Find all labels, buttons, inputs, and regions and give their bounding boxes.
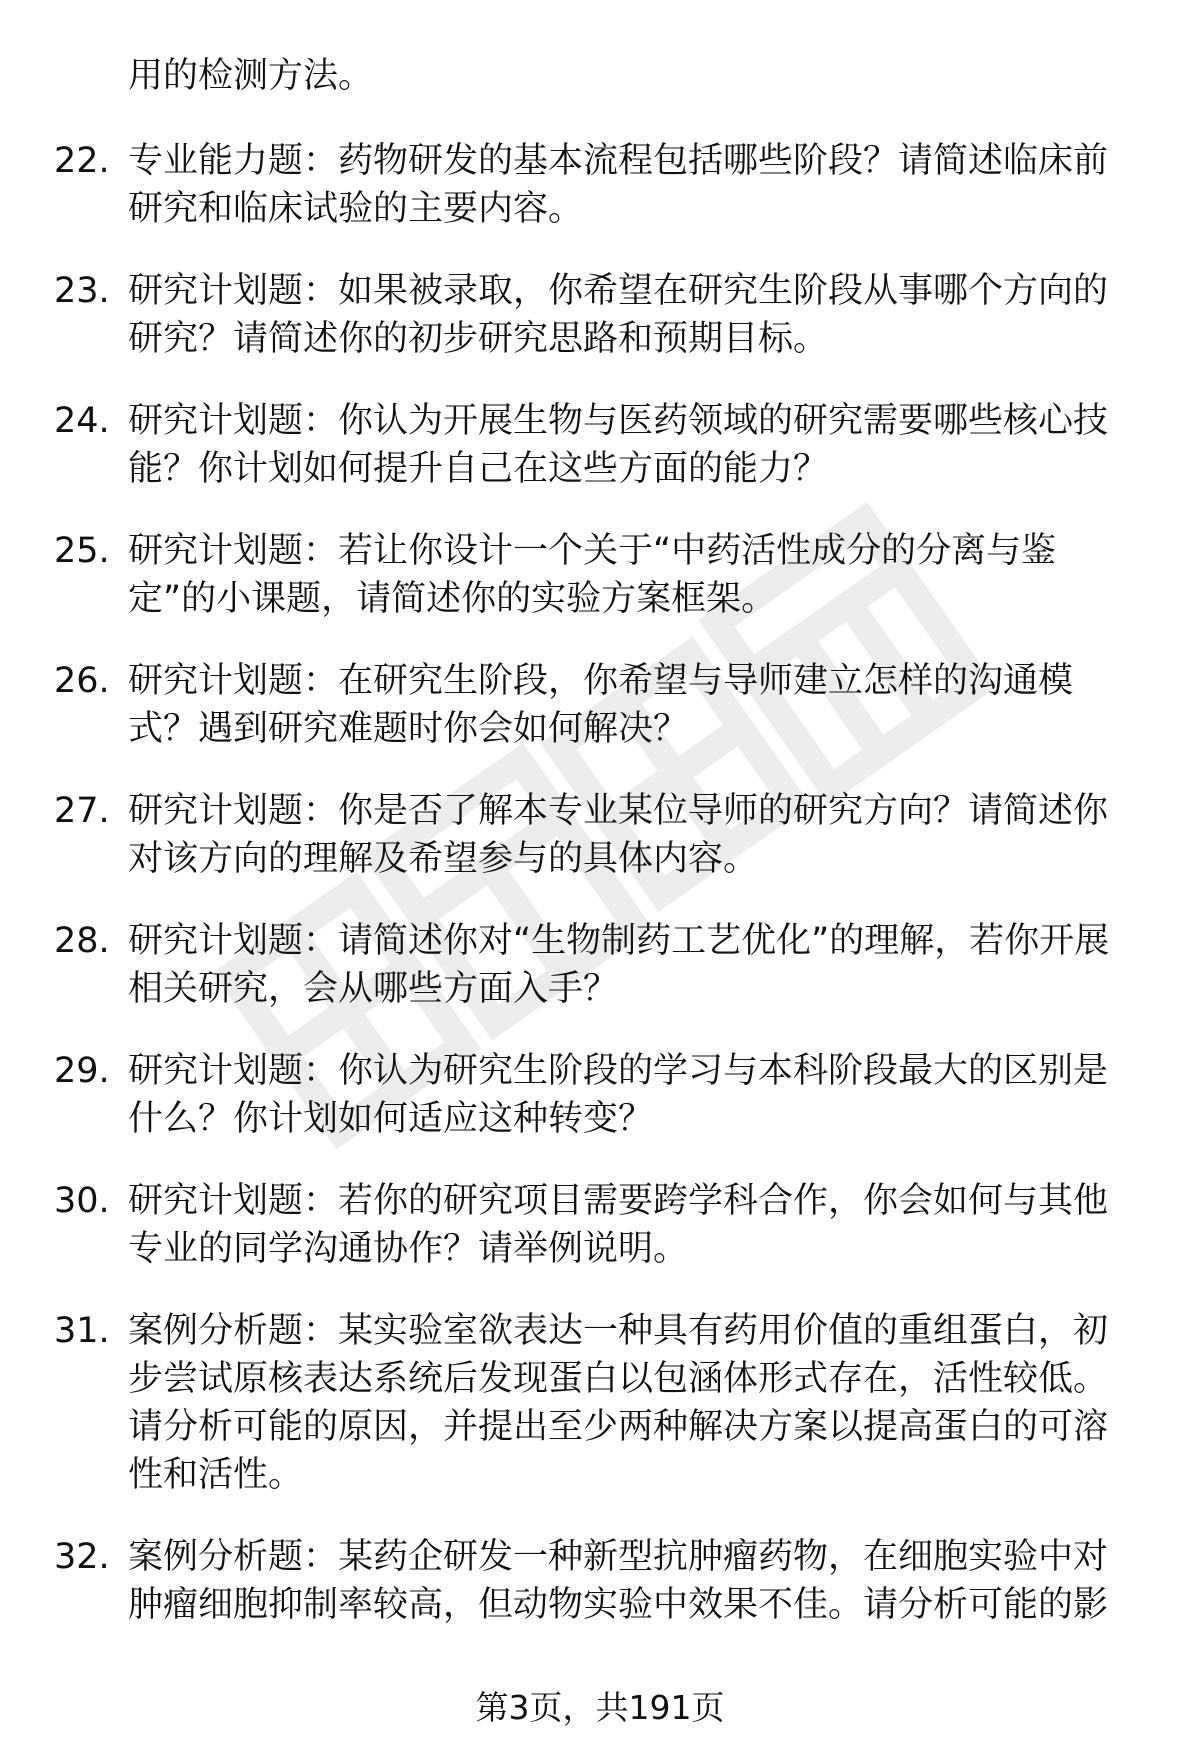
question-list: [0, 137, 1200, 1663]
question-number: 31.: [54, 1311, 110, 1351]
question-item: [0, 1307, 1140, 1499]
page-number-footer: 第3页，共191页: [475, 1688, 725, 1727]
question-text: 研究计划题：你认为开展生物与医药领域的研究需要哪些核心技能？你计划如何提升自己在这些方面的能力？: [128, 401, 1109, 489]
question-item: [0, 137, 1140, 233]
question-number: 28.: [54, 921, 110, 961]
question-text: 研究计划题：你是否了解本专业某位导师的研究方向？请简述你对该方向的理解及希望参与的具体内容。: [128, 791, 1109, 879]
question-item: [0, 917, 1140, 1013]
question-item: [0, 787, 1140, 883]
question-text: 案例分析题：某药企研发一种新型抗肿瘤药物，在细胞实验中对肿瘤细胞抑制率较高，但动物实验中效果不佳。请分析可能的影: [128, 1537, 1109, 1625]
question-number: 22.: [54, 141, 110, 181]
question-number: 30.: [54, 1181, 110, 1221]
question-item: [0, 267, 1140, 363]
question-number: 24.: [54, 401, 110, 441]
question-item: [0, 527, 1140, 623]
question-item: [0, 397, 1140, 493]
question-text: 研究计划题：若你的研究项目需要跨学科合作，你会如何与其他专业的同学沟通协作？请举例说明。: [128, 1181, 1109, 1269]
question-item: [0, 657, 1140, 753]
question-number: 25.: [54, 531, 110, 571]
question-text: 研究计划题：若让你设计一个关于“中药活性成分的分离与鉴定”的小课题，请简述你的实验方案框架。: [128, 531, 1057, 619]
question-number: 29.: [54, 1051, 110, 1091]
question-number: 32.: [54, 1537, 110, 1577]
question-text: 研究计划题：请简述你对“生物制药工艺优化”的理解，若你开展相关研究，会从哪些方面入手？: [128, 921, 1110, 1009]
continuation-text: 用的检测方法。: [128, 56, 374, 96]
question-text: 专业能力题：药物研发的基本流程包括哪些阶段？请简述临床前研究和临床试验的主要内容。: [128, 141, 1109, 229]
question-text: 案例分析题：某实验室欲表达一种具有药用价值的重组蛋白，初步尝试原核表达系统后发现蛋白以包涵体形式存在，活性较低。请分析可能的原因，并提出至少两种解决方案以提高蛋白的可溶性和活性。: [128, 1311, 1109, 1495]
question-number: 23.: [54, 271, 110, 311]
question-item: [0, 1047, 1140, 1143]
question-item: [0, 1533, 1140, 1629]
question-text: 研究计划题：在研究生阶段，你希望与导师建立怎样的沟通模式？遇到研究难题时你会如何解决？: [128, 661, 1074, 749]
question-text: 研究计划题：你认为研究生阶段的学习与本科阶段最大的区别是什么？你计划如何适应这种转变？: [128, 1051, 1109, 1139]
question-number: 26.: [54, 661, 110, 701]
question-text: 研究计划题：如果被录取，你希望在研究生阶段从事哪个方向的研究？请简述你的初步研究思路和预期目标。: [128, 271, 1109, 359]
question-item: [0, 1177, 1140, 1273]
question-number: 27.: [54, 791, 110, 831]
